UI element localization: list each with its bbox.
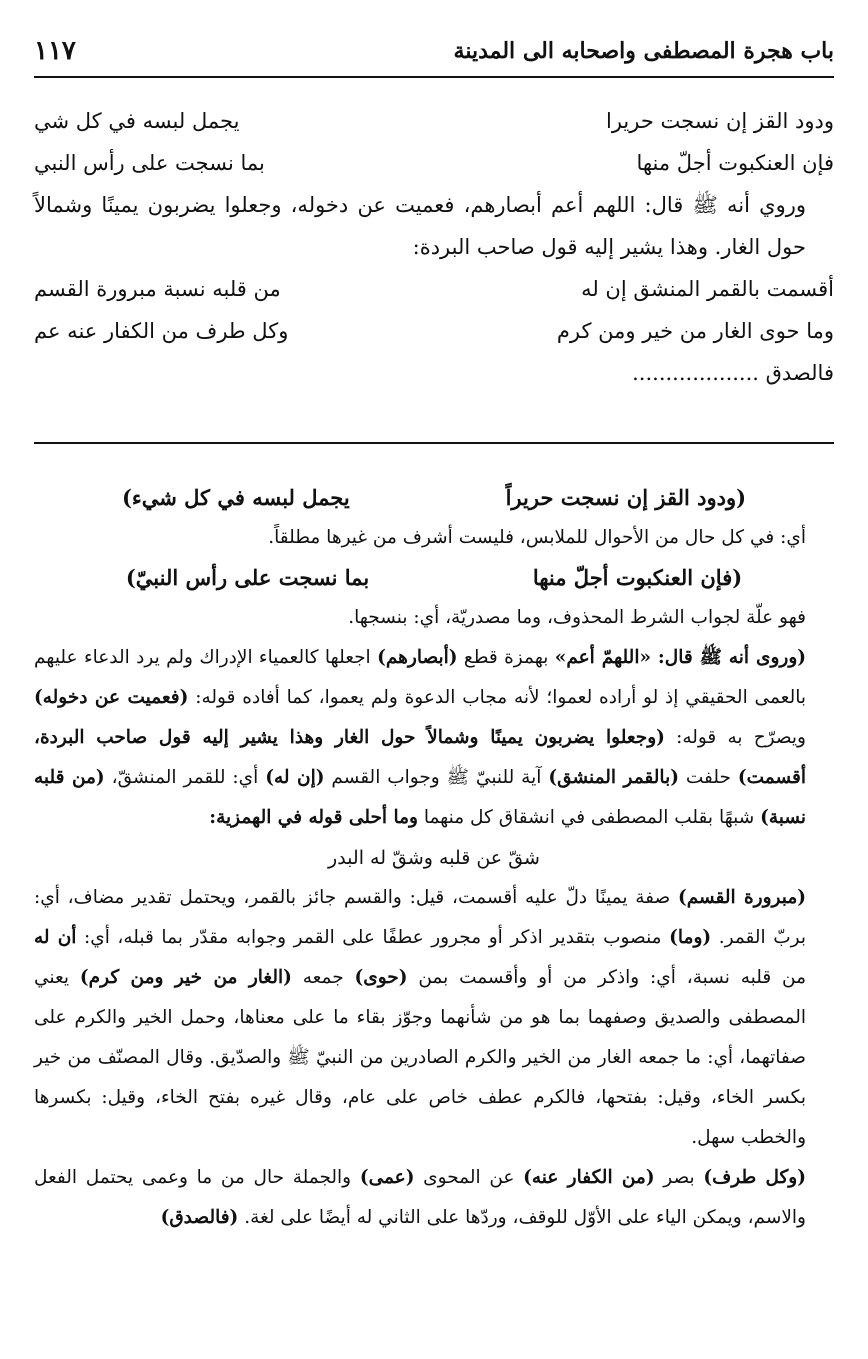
verse-second-hemistich: يجمل لبسه في كل شيء)	[121, 485, 350, 510]
hamziyya-quote: شقّ عن قلبه وشقّ له البدر	[328, 847, 540, 869]
commentary-verse	[34, 478, 834, 518]
gloss: آية للنبيّ ﷺ وجواب القسم	[324, 767, 549, 788]
commentary-paragraph	[34, 1158, 834, 1238]
gloss: ويصرّح به قوله:	[664, 727, 806, 748]
poem-verse	[34, 142, 834, 184]
poem-verse	[34, 310, 834, 352]
verse-first-hemistich: وما حوى الغار من خير ومن كرم	[556, 319, 834, 343]
lemma: (الغار من خير ومن كرم)	[79, 967, 292, 988]
verse-second-hemistich: وكل طرف من الكفار عنه عم	[34, 319, 289, 343]
gloss: يعني المصطفى والصديق وصفهما بما هو من شأنهما وجوّز بقاء ما على معناها، وحمل الخير والكرم على صفاتهما، أي: ما جمعه الغار من الخير والكرم الصادرين من النبيّ ﷺ والصدّيق. وقال المصنّف من خير بكسر الخاء، وقيل: بفتحها، فالكرم عطف خاص على عام، وقال غيره بفتح الخاء، وقيل: بكسرها والخطب سهل.	[34, 967, 806, 1148]
commentary-line: أي: في كل حال من الأحوال للملابس، فليست أشرف من غيرها مطلقاً.	[268, 527, 806, 548]
lemma: (من الكفار عنه)	[523, 1167, 655, 1188]
page-header	[34, 26, 834, 78]
lemma: (وكل طرف)	[703, 1167, 806, 1188]
poem-verse	[34, 100, 834, 142]
gloss: حلفت	[678, 767, 738, 788]
lemma: (وما)	[669, 927, 712, 948]
lemma: (فالصدق)	[160, 1207, 239, 1228]
gloss: منصوب بتقدير اذكر أو مجرور عطفًا على القمر وجوابه مقدّر بما قبله، أي:	[76, 927, 670, 948]
lemma: وما أحلى قوله في الهمزية:	[209, 807, 418, 828]
continuation-text: فالصدق ...................	[632, 361, 834, 385]
verse-second-hemistich: بما نسجت على رأس النبيّ)	[125, 565, 370, 590]
commentary-verse	[34, 558, 834, 598]
lemma: (من قلبه نسبة)	[34, 767, 806, 828]
section-divider	[34, 442, 834, 444]
gloss: أي: للقمر المنشقّ،	[104, 767, 266, 788]
main-paragraph: وروي أنه ﷺ قال: اللهم أعم أبصارهم، فعميت عن دخوله، وجعلوا يضربون يمينًا وشمالاً حول الغار. وهذا يشير إليه قول صاحب البردة:	[34, 193, 806, 259]
lemma: (فعميت عن دخوله)	[34, 687, 189, 708]
lemma: (مبرورة القسم)	[677, 887, 806, 908]
verse-first-hemistich: (فإن العنكبوت أجلّ منها	[532, 565, 743, 590]
gloss: من قلبه نسبة، أي: واذكر من أو وأقسمت بمن	[407, 967, 806, 988]
lemma: (عمى)	[359, 1167, 415, 1188]
gloss: بصر	[654, 1167, 704, 1188]
verse-first-hemistich: (ودود القز إن نسجت حريراً	[505, 485, 747, 510]
commentary-section	[34, 478, 834, 1238]
lemma: (بالقمر المنشق)	[548, 767, 679, 788]
gloss: بهمزة قطع	[457, 647, 555, 668]
lemma: (أبصارهم)	[377, 647, 458, 668]
gloss: عن المحوى	[414, 1167, 524, 1188]
gloss: شبهًا بقلب المصطفى في انشقاق كل منهما	[417, 807, 761, 828]
verse-second-hemistich: بما نسجت على رأس النبي	[34, 151, 265, 175]
lemma: (حوى)	[354, 967, 408, 988]
commentary-paragraph	[34, 878, 834, 1158]
gloss: صفة يمينًا دلّ عليه أقسمت، قيل: والقسم جائز بالقمر، ويحتمل تقدير مضاف، أي: بربّ القمر.	[34, 887, 806, 948]
chapter-title: باب هجرة المصطفى واصحابه الى المدينة	[453, 38, 834, 64]
verse-first-hemistich: فإن العنكبوت أجلّ منها	[636, 151, 834, 175]
lemma: أن له	[34, 927, 77, 948]
lemma: (إن له)	[265, 767, 325, 788]
lemma: (وروى أنه ﷺ قال: «اللهمّ أعم»	[554, 647, 807, 668]
commentary-line: فهو علّة لجواب الشرط المحذوف، وما مصدريّة، أي: بنسجها.	[348, 607, 806, 628]
gloss: جمعه	[291, 967, 355, 988]
lemma: (وجعلوا يضربون يمينًا وشمالاً حول الغار وهذا يشير إليه قول صاحب البردة، أقسمت)	[34, 727, 806, 788]
main-text	[34, 100, 834, 394]
poem-verse	[34, 268, 834, 310]
verse-first-hemistich: أقسمت بالقمر المنشق إن له	[581, 277, 834, 301]
gloss: والجملة حال من ما وعمى يحتمل الفعل والاسم، ويمكن الياء على الأوّل للوقف، وردّها على الثاني له أيضًا على لغة.	[34, 1167, 806, 1228]
verse-first-hemistich: ودود القز إن نسجت حريرا	[606, 109, 834, 133]
verse-second-hemistich: من قلبه نسبة مبرورة القسم	[34, 277, 281, 301]
gloss: اجعلها كالعمياء الإدراك ولم يرد الدعاء عليهم بالعمى الحقيقي إذ لو أراده لعموا؛ لأنه مجاب الدعوة ولم يعموا، كما أفاده قوله:	[34, 647, 807, 708]
page-number: ١١٧	[34, 36, 76, 66]
commentary-paragraph	[34, 638, 834, 838]
verse-second-hemistich: يجمل لبسه في كل شي	[34, 109, 240, 133]
